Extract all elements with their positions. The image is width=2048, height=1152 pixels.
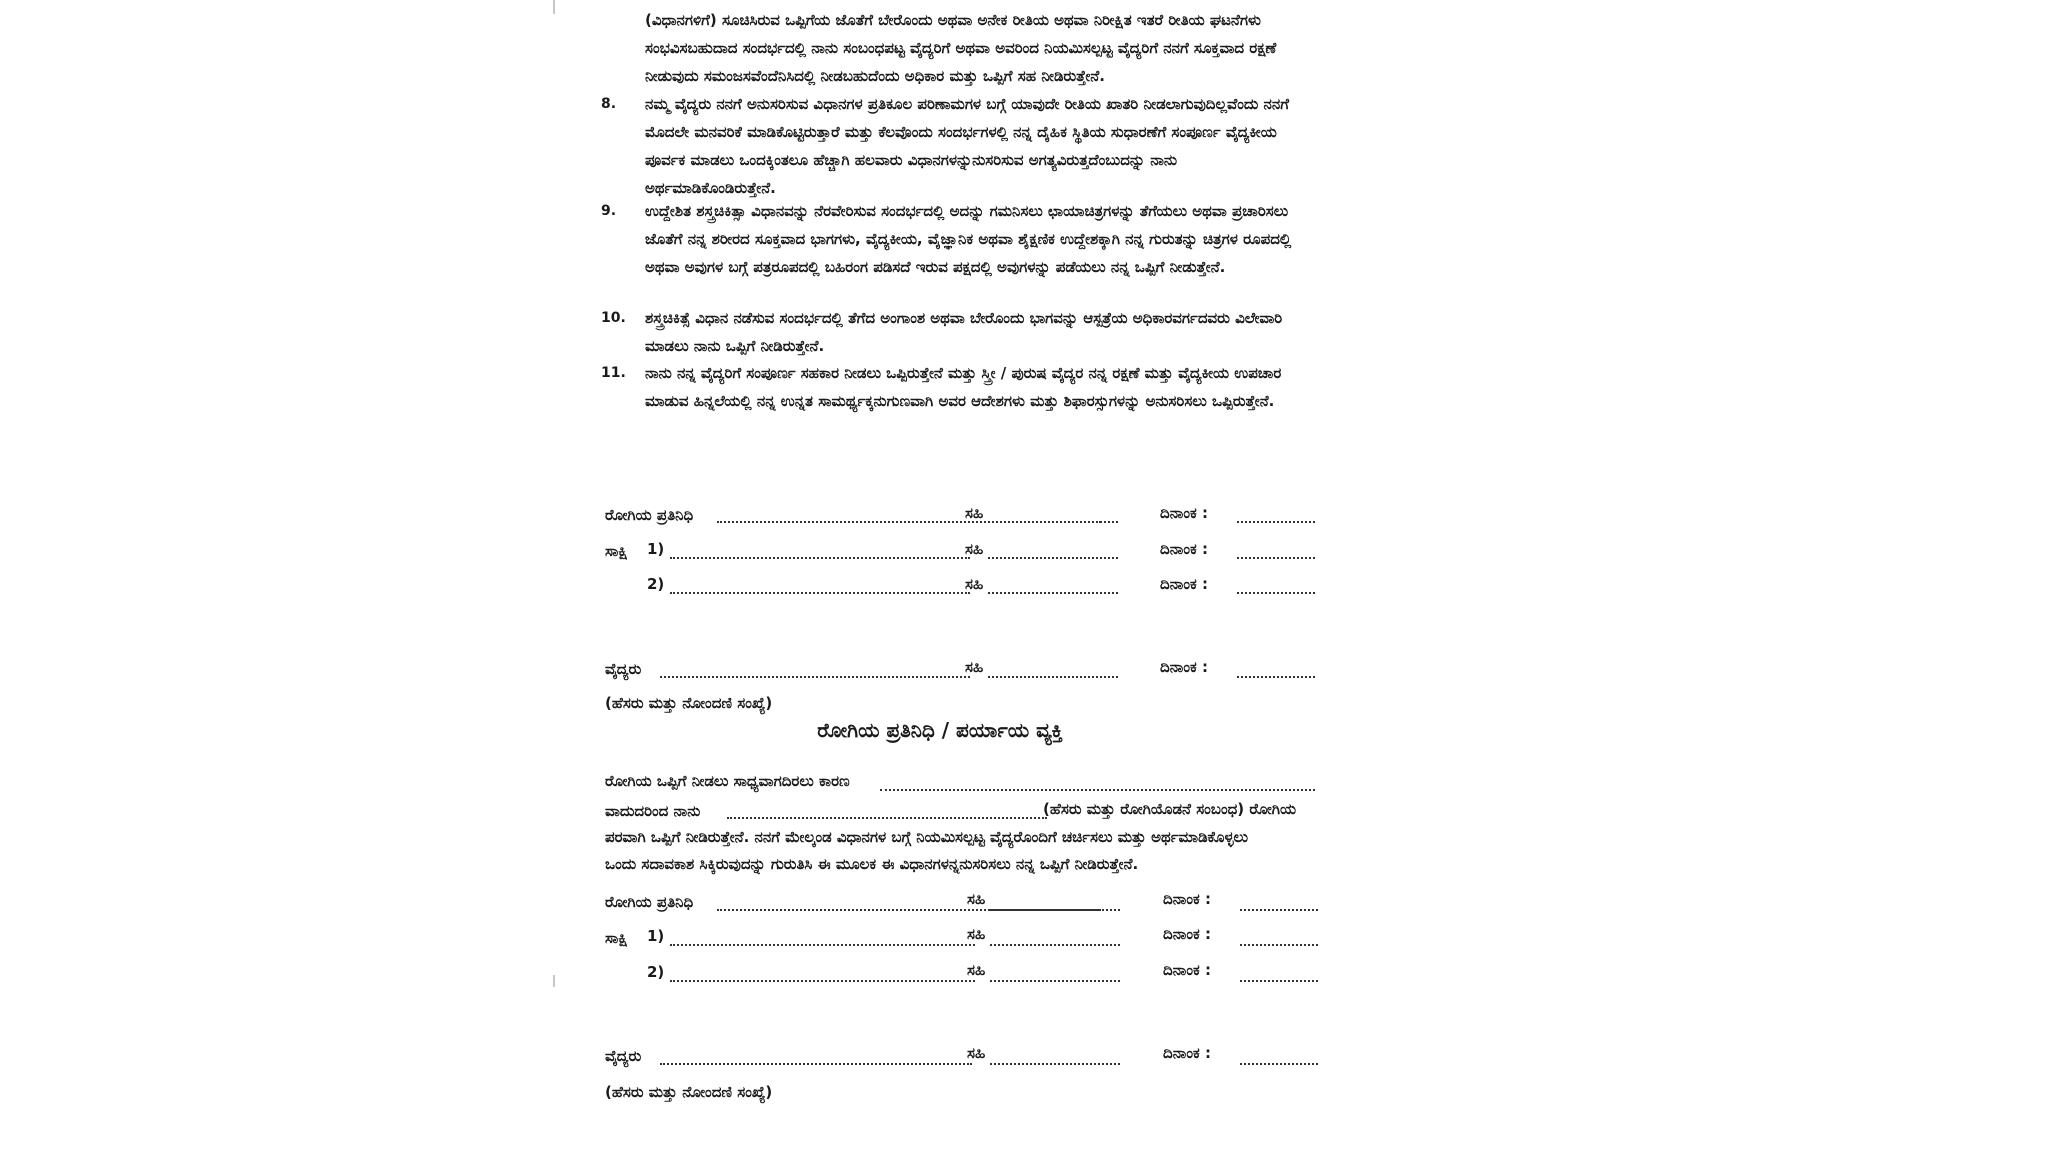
signature-label: ಸಹಿ (967, 925, 986, 943)
date-label: ದಿನಾಂಕ : (1163, 890, 1211, 908)
date-line (1237, 557, 1315, 559)
date-label: ದಿನಾಂಕ : (1163, 961, 1211, 979)
date-label: ದಿನಾಂಕ : (1160, 575, 1208, 593)
document-page (555, 0, 1325, 1152)
item-number: 10. (601, 310, 626, 326)
because-i-label: ವಾದುದರಿಂದ ನಾನು (605, 802, 701, 820)
signature-line (990, 980, 1120, 982)
signature-label: ಸಹಿ (965, 540, 984, 558)
date-line (1240, 909, 1318, 911)
signature-label: ಸಹಿ (965, 504, 984, 522)
witness-2-number: 2) (647, 575, 665, 593)
signature-line (988, 592, 1118, 594)
name-registration-note: (ಹೆಸರು ಮತ್ತು ನೋಂದಣಿ ಸಂಖ್ಯೆ) (605, 1083, 773, 1101)
witness-1-line (670, 944, 975, 946)
signature-label: ಸಹಿ (967, 1044, 986, 1062)
paragraph-7-continued: (ವಿಧಾನಗಳಿಗೆ) ಸೂಚಿಸಿರುವ ಒಪ್ಪಿಗೆಯ ಜೊತೆಗೆ ಬೇರೊಂದು ಅಥವಾ ಅನೇಕ ರೀತಿಯ ಅಥವಾ ನಿರೀಕ್ಷಿತ ಇತರೆ ರೀತಿಯ ಘಟನೆಗಳು ಸಂಭವಿಸಬಹುದಾದ ಸಂದರ್ಭದಲ್ಲಿ ನಾನು ಸಂಬಂಧಪಟ್ಟ ವೈದ್ಯರಿಗೆ ಅಥವಾ ಅವರಿಂದ ನಿಯಮಿಸಲ್ಪಟ್ಟ ವೈದ್ಯರಿಗೆ ನನಗೆ ಸೂಕ್ತವಾದ ರಕ್ಷಣೆ ನೀಡುವುದು ಸಮಂಜಸವೆಂದೆನಿಸಿದಲ್ಲಿ ನೀಡಬಹುದೆಂದು ಅಧಿಕಾರ ಮತ್ತು ಒಪ್ಪಿಗೆ ಸಹ ನೀಡಿರುತ್ತೇನೆ. (645, 11, 1277, 85)
paragraph-9: ಉದ್ದೇಶಿತ ಶಸ್ತ್ರಚಿಕಿತ್ಸಾ ವಿಧಾನವನ್ನು ನೆರವೇರಿಸುವ ಸಂದರ್ಭದಲ್ಲಿ ಅದನ್ನು ಗಮನಿಸಲು ಛಾಯಾಚಿತ್ರಗಳನ್ನು ತೆಗೆಯಲು ಅಥವಾ ಪ್ರಚಾರಿಸಲು ಜೊತೆಗೆ ನನ್ನ ಶರೀರದ ಸೂಕ್ತವಾದ ಭಾಗಗಳು, ವೈದ್ಯಕೀಯ, ವೈಜ್ಞಾನಿಕ ಅಥವಾ ಶೈಕ್ಷಣಿಕ ಉದ್ದೇಶಕ್ಕಾಗಿ ನನ್ನ ಗುರುತನ್ನು ಚಿತ್ರಗಳ ರೂಪದಲ್ಲಿ ಅಥವಾ ಅವುಗಳ ಬಗ್ಗೆ ಪತ್ರರೂಪದಲ್ಲಿ ಬಹಿರಂಗ ಪಡಿಸದೆ ಇರುವ ಪಕ್ಷದಲ್ಲಿ ಅವುಗಳನ್ನು ಪಡೆಯಲು ನನ್ನ ಒಪ್ಪಿಗೆ ನೀಡುತ್ತೇನೆ. (645, 202, 1292, 276)
date-line (1237, 521, 1315, 523)
signature-line (990, 1063, 1120, 1065)
witness-2-number: 2) (647, 963, 665, 981)
reason-line (880, 789, 1315, 791)
consent-line-2: ಒಂದು ಸದಾವಕಾಶ ಸಿಕ್ಕಿರುವುದನ್ನು ಗುರುತಿಸಿ ಈ ಮೂಲಕ ಈ ವಿಧಾನಗಳನ್ನನುಸರಿಸಲು ನನ್ನ ಒಪ್ಪಿಗೆ ನೀಡಿರುತ್ತೇನೆ. (605, 855, 1139, 873)
date-line (1240, 980, 1318, 982)
reason-label: ರೋಗಿಯ ಒಪ್ಪಿಗೆ ನೀಡಲು ಸಾಧ್ಯವಾಗದಿರಲು ಕಾರಣ (605, 772, 850, 790)
witness-1-number: 1) (647, 927, 665, 945)
paragraph-8: ನಮ್ಮ ವೈದ್ಯರು ನನಗೆ ಅನುಸರಿಸುವ ವಿಧಾನಗಳ ಪ್ರತಿಕೂಲ ಪರಿಣಾಮಗಳ ಬಗ್ಗೆ ಯಾವುದೇ ರೀತಿಯ ಖಾತರಿ ನೀಡಲಾಗುವುದಿಲ್ಲವೆಂದು ನನಗೆ ಮೊದಲೇ ಮನವರಿಕೆ ಮಾಡಿಕೊಟ್ಟಿರುತ್ತಾರೆ ಮತ್ತು ಕೆಲವೊಂದು ಸಂದರ್ಭಗಳಲ್ಲಿ ನನ್ನ ದೈಹಿಕ ಸ್ಥಿತಿಯ ಸುಧಾರಣೆಗೆ ಸಂಪೂರ್ಣ ವೈದ್ಯಕೀಯ ಪೂರ್ವಕ ಮಾಡಲು ಒಂದಕ್ಕಿಂತಲೂ ಹೆಚ್ಚಾಗಿ ಹಲವಾರು ವಿಧಾನಗಳನ್ನುನುಸರಿಸುವ ಅಗತ್ಯವಿರುತ್ತದೆಂಬುದನ್ನು ನಾನು ಅರ್ಥಮಾಡಿಕೊಂಡಿರುತ್ತೇನೆ. (645, 95, 1289, 197)
witness-label: ಸಾಕ್ಷಿ (605, 929, 628, 947)
relation-note: (ಹೆಸರು ಮತ್ತು ರೋಗಿಯೊಡನೆ ಸಂಬಂಧ) ರೋಗಿಯ (1043, 800, 1297, 818)
paragraph-10: ಶಸ್ತ್ರಚಿಕಿತ್ಸೆ ವಿಧಾನ ನಡೆಸುವ ಸಂದರ್ಭದಲ್ಲಿ ತೆಗೆದ ಅಂಗಾಂಶ ಅಥವಾ ಬೇರೊಂದು ಭಾಗವನ್ನು ಆಸ್ಪತ್ರೆಯ ಅಧಿಕಾರವರ್ಗದವರು ವಿಲೇವಾರಿ ಮಾಡಲು ನಾನು ಒಪ್ಪಿಗೆ ನೀಡಿರುತ್ತೇನೆ. (645, 309, 1283, 355)
doctor-line (660, 676, 970, 678)
date-line (1237, 676, 1315, 678)
date-label: ದಿನಾಂಕ : (1160, 658, 1208, 676)
date-line (1237, 592, 1315, 594)
date-label: ದಿನಾಂಕ : (1163, 1044, 1211, 1062)
paragraph-11: ನಾನು ನನ್ನ ವೈದ್ಯರಿಗೆ ಸಂಪೂರ್ಣ ಸಹಕಾರ ನೀಡಲು ಒಪ್ಪಿರುತ್ತೇನೆ ಮತ್ತು ಸ್ತ್ರೀ / ಪುರುಷ ವೈದ್ಯರ ನನ್ನ ರಕ್ಷಣೆ ಮತ್ತು ವೈದ್ಯಕೀಯ ಉಪಚಾರ ಮಾಡುವ ಹಿನ್ನಲೆಯಲ್ಲಿ ನನ್ನ ಉನ್ನತ ಸಾಮರ್ಥ್ಯಕ್ಕನುಗುಣವಾಗಿ ಅವರ ಆದೇಶಗಳು ಮತ್ತು ಶಿಫಾರಸ್ಸುಗಳನ್ನು ಅನುಸರಿಸಲು ಒಪ್ಪಿರುತ್ತೇನೆ. (645, 364, 1282, 410)
patient-rep-label: ರೋಗಿಯ ಪ್ರತಿನಿಧಿ (605, 506, 694, 524)
consent-line-1: ಪರವಾಗಿ ಒಪ್ಪಿಗೆ ನೀಡಿರುತ್ತೇನೆ. ನನಗೆ ಮೇಲ್ಕಂಡ ವಿಧಾನಗಳ ಬಗ್ಗೆ ನಿಯಮಿಸಲ್ಪಟ್ಟ ವೈದ್ಯರೊಂದಿಗೆ ಚರ್ಚಿಸಲು ಮತ್ತು ಅರ್ಥಮಾಡಿಕೊಳ್ಳಲು (605, 828, 1249, 846)
date-label: ದಿನಾಂಕ : (1160, 540, 1208, 558)
section-heading: ರೋಗಿಯ ಪ್ರತಿನಿಧಿ / ಪರ್ಯಾಯ ವ್ಯಕ್ತಿ (817, 718, 1063, 742)
representative-name-line (727, 817, 1047, 819)
date-line (1240, 1063, 1318, 1065)
signature-line (988, 557, 1118, 559)
patient-rep-label: ರೋಗಿಯ ಪ್ರತಿನಿಧಿ (605, 893, 694, 911)
doctor-label: ವೈದ್ಯರು (605, 1047, 642, 1065)
signature-label: ಸಹಿ (965, 575, 984, 593)
signature-line (990, 944, 1120, 946)
signature-line (990, 909, 1120, 911)
signature-line (988, 521, 1118, 523)
witness-1-number: 1) (647, 540, 665, 558)
item-number: 9. (601, 203, 617, 219)
witness-2-line (670, 980, 975, 982)
item-number: 8. (601, 96, 617, 112)
doctor-label: ವೈದ್ಯರು (605, 660, 642, 678)
signature-label: ಸಹಿ (967, 961, 986, 979)
name-registration-note: (ಹೆಸರು ಮತ್ತು ನೋಂದಣಿ ಸಂಖ್ಯೆ) (605, 694, 773, 712)
date-label: ದಿನಾಂಕ : (1160, 504, 1208, 522)
witness-1-line (670, 557, 970, 559)
witness-2-line (670, 592, 970, 594)
date-label: ದಿನಾಂಕ : (1163, 925, 1211, 943)
signature-label: ಸಹಿ (965, 658, 984, 676)
witness-label: ಸಾಕ್ಷಿ (605, 542, 628, 560)
item-number: 11. (601, 365, 626, 381)
date-line (1240, 944, 1318, 946)
doctor-line (660, 1063, 972, 1065)
signature-label: ಸಹಿ (967, 890, 986, 908)
signature-line (988, 676, 1118, 678)
